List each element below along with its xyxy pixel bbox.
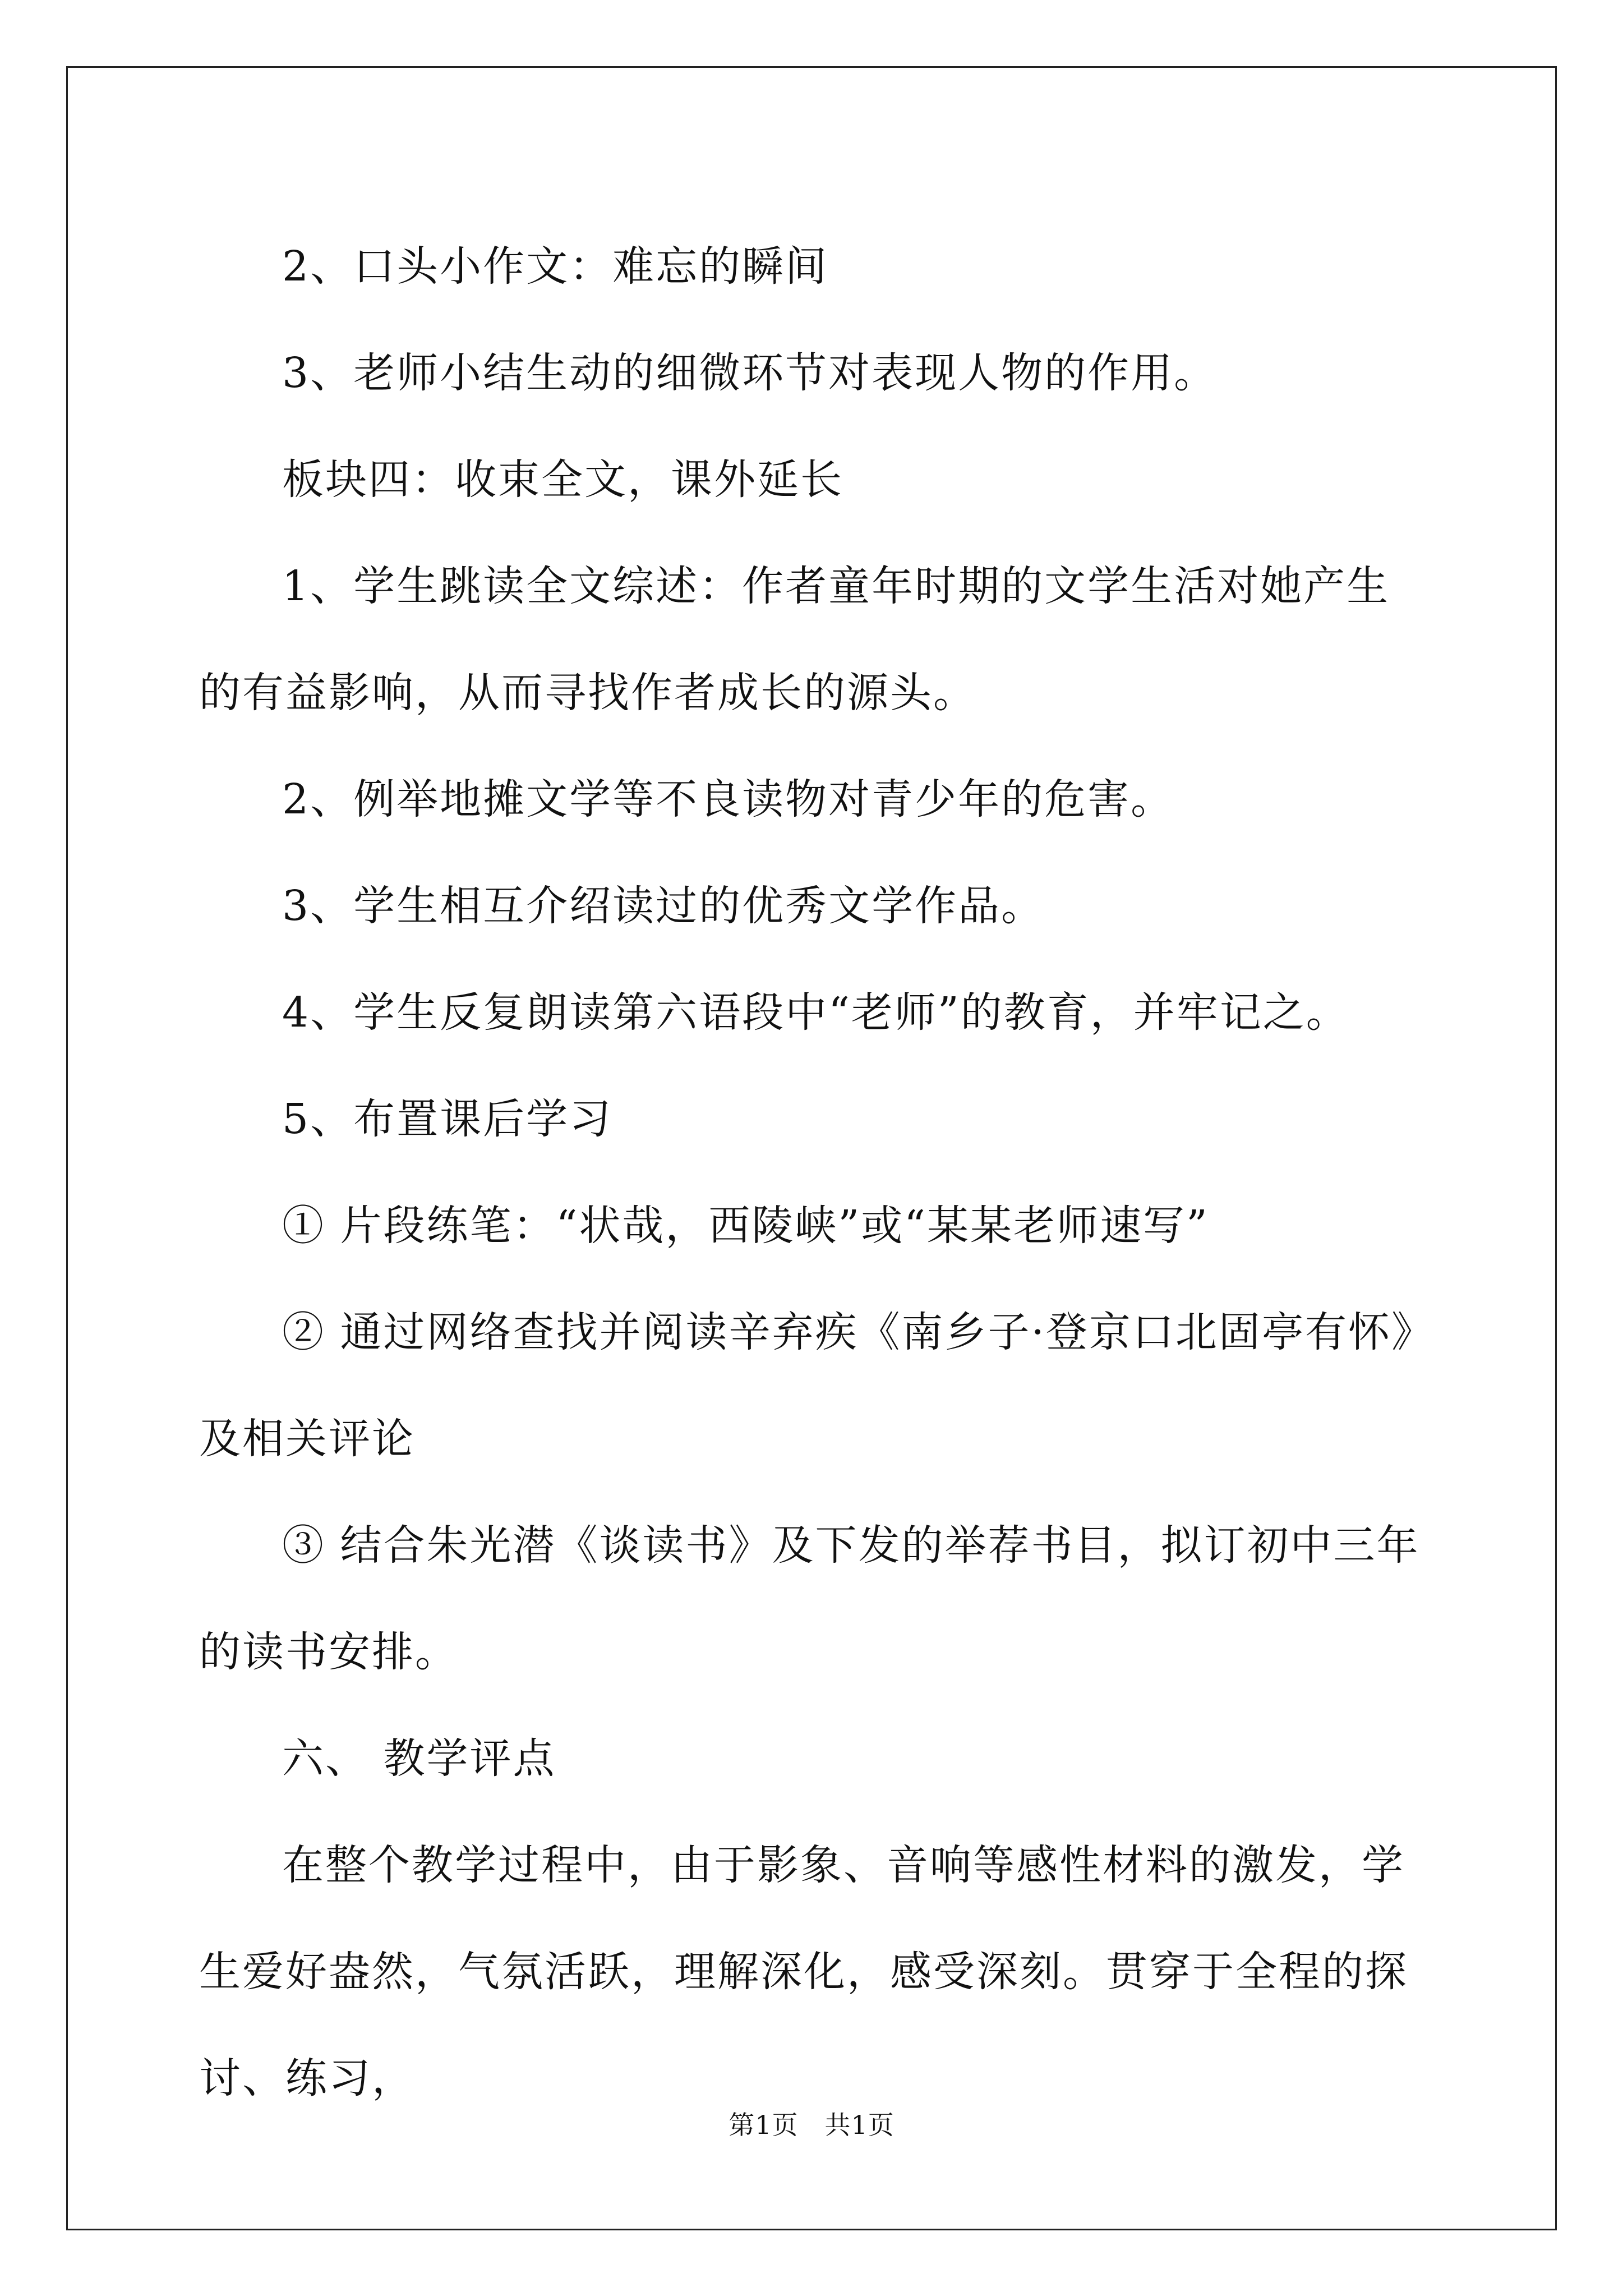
paragraph: 1、学生跳读全文综述：作者童年时期的文学生活对她产生的有益影响，从而寻找作者成长的源头。	[199, 562, 1390, 717]
paragraph: 3、老师小结生动的细微环节对表现人物的作用。	[282, 349, 1218, 397]
page-footer	[0, 2108, 1623, 2142]
list-item: ③ 结合朱光潜《谈读书》及下发的举荐书目，拟订初中三年的读书安排。	[199, 1521, 1420, 1676]
page-number: 第1页	[728, 2110, 799, 2140]
list-item: ② 通过网络查找并阅读辛弃疾《南乡子·登京口北固亭有怀》及相关评论	[199, 1308, 1414, 1463]
section-heading: 六、 教学评点	[282, 1734, 556, 1783]
paragraph: 在整个教学过程中，由于影象、音响等感性材料的激发，学生爱好盎然，气氛活跃，理解深化，感受深刻。贯穿于全程的探讨、练习，	[199, 1841, 1408, 2102]
document-body	[199, 213, 1433, 2132]
paragraph: 4、学生反复朗读第六语段中“老师”的教育，并牢记之。	[282, 988, 1349, 1037]
paragraph: 2、口头小作文：难忘的瞬间	[282, 242, 829, 291]
paragraph: 2、例举地摊文学等不良读物对青少年的危害。	[282, 775, 1174, 823]
paragraph: 5、布置课后学习	[282, 1095, 613, 1143]
page-total: 共1页	[824, 2110, 895, 2140]
list-item: ① 片段练笔：“状哉，西陵峡”或“某某老师速写”	[282, 1202, 1209, 1250]
paragraph: 3、学生相互介绍读过的优秀文学作品。	[282, 882, 1045, 930]
section-heading: 板块四：收束全文，课外延长	[282, 455, 843, 504]
